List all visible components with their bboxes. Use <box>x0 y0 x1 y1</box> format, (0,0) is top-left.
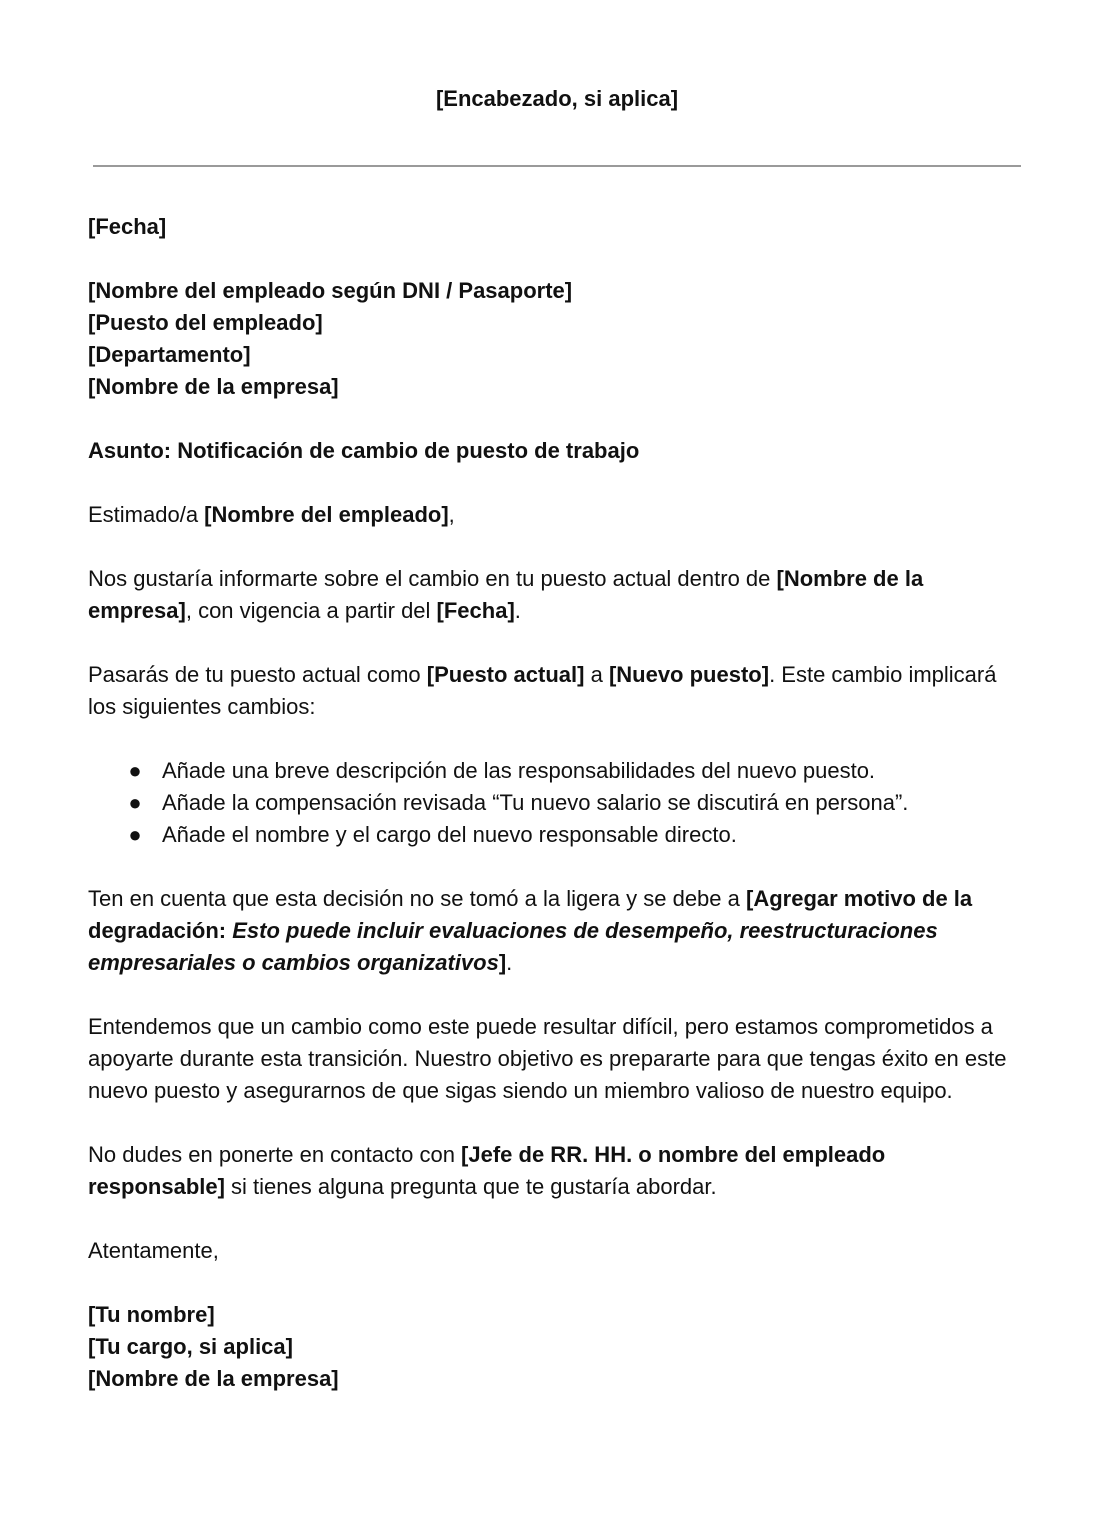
bullet-icon: ● <box>128 758 142 783</box>
para2-new-position: [Nuevo puesto] <box>608 662 770 687</box>
bullet-icon: ● <box>128 790 142 815</box>
list-item <box>88 787 1023 819</box>
list-item-text: Añade una breve descripción de las responsabilidades del nuevo puesto. <box>162 758 876 783</box>
para1-date: [Fecha] <box>436 598 515 623</box>
paragraph-position-change <box>88 659 1023 723</box>
letter-date <box>88 211 1023 243</box>
para2-current-position: [Puesto actual] <box>426 662 585 687</box>
para3-reason-detail: Esto puede incluir evaluaciones de desempeño, reestructuraciones empresariales o cambios organizativos <box>88 918 938 975</box>
letter-greeting <box>88 499 1023 531</box>
changes-list <box>88 755 1023 851</box>
recipient-department: [Departamento] <box>88 342 251 367</box>
para1-text-2: , con vigencia a partir del <box>185 598 437 623</box>
paragraph-change-notice <box>88 563 1023 627</box>
letter-subject: Asunto: Notificación de cambio de puesto de trabajo <box>88 438 640 463</box>
para3-reason-label: [Agregar motivo de la degradación: <box>88 886 973 943</box>
letter-body <box>88 211 1023 1395</box>
list-item-text: Añade la compensación revisada “Tu nuevo salario se discutirá en persona”. <box>162 790 909 815</box>
list-item <box>88 819 1023 851</box>
letter-closing: Atentamente, <box>88 1238 219 1263</box>
greeting-name: [Nombre del empleado] <box>204 502 449 527</box>
para2-text-2: a <box>584 662 609 687</box>
para2-text-1: Pasarás de tu puesto actual como <box>88 662 427 687</box>
para5-text-1: No dudes en ponerte en contacto con <box>88 1142 462 1167</box>
paragraph-support: Entendemos que un cambio como este puede resultar difícil, pero estamos comprometidos a apoyarte durante esta transición. Nuestro objetivo es prepararte para que tengas éxito en este nuevo puesto y asegurarnos de que sigas siendo un miembro valioso de nuestro equipo. <box>88 1014 1007 1103</box>
para2-text-3: . Este cambio implicará los siguientes cambios: <box>88 662 997 719</box>
para1-text-3: . <box>514 598 521 623</box>
greeting-suffix: , <box>448 502 455 527</box>
signature-block <box>88 1299 1023 1395</box>
header-divider <box>93 165 1021 167</box>
signature-name: [Tu nombre] <box>88 1302 215 1327</box>
para3-text-1: Ten en cuenta que esta decisión no se tomó a la ligera y se debe a <box>88 886 746 911</box>
recipient-block <box>88 275 1023 403</box>
recipient-company: [Nombre de la empresa] <box>88 374 339 399</box>
para5-contact: [Jefe de RR. HH. o nombre del empleado responsable] <box>88 1142 886 1199</box>
para1-company: [Nombre de la empresa] <box>88 566 924 623</box>
signature-company: [Nombre de la empresa] <box>88 1366 339 1391</box>
recipient-name: [Nombre del empleado según DNI / Pasaporte] <box>88 278 573 303</box>
date-placeholder: [Fecha] <box>88 214 167 239</box>
greeting-prefix: Estimado/a <box>88 502 205 527</box>
list-item-text: Añade el nombre y el cargo del nuevo responsable directo. <box>162 822 737 847</box>
para1-text-1: Nos gustaría informarte sobre el cambio en tu puesto actual dentro de <box>88 566 777 591</box>
signature-title: [Tu cargo, si aplica] <box>88 1334 293 1359</box>
para5-text-2: si tienes alguna pregunta que te gustaría abordar. <box>224 1174 717 1199</box>
bullet-icon: ● <box>128 822 142 847</box>
recipient-position: [Puesto del empleado] <box>88 310 323 335</box>
para3-text-2: . <box>506 950 513 975</box>
paragraph-reason <box>88 883 1023 979</box>
page-header: [Encabezado, si aplica] <box>435 86 679 111</box>
list-item <box>88 755 1023 787</box>
paragraph-contact <box>88 1139 1023 1203</box>
para3-reason-end: ] <box>498 950 507 975</box>
